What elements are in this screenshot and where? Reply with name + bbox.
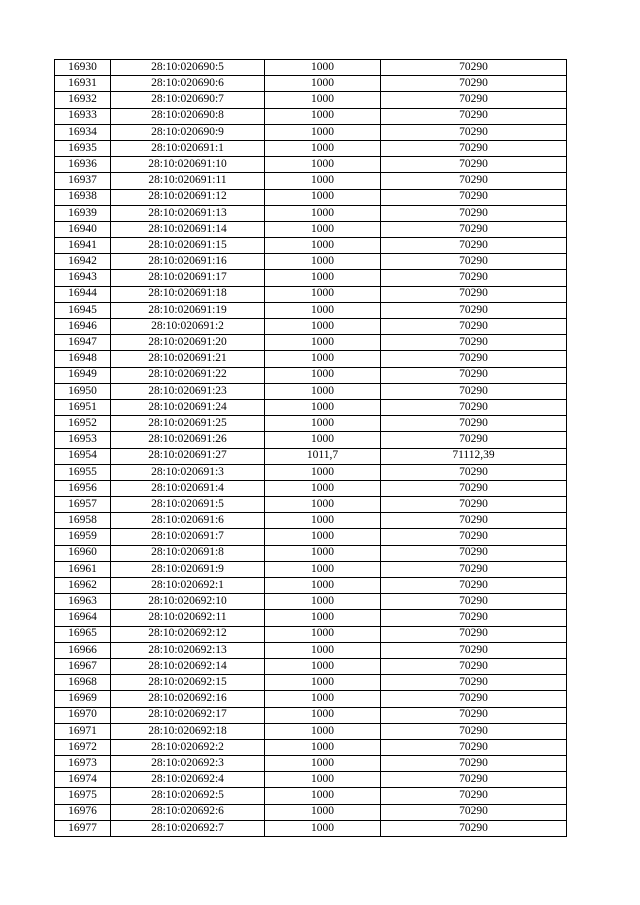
area-cell: 1000 xyxy=(265,351,381,367)
value-cell: 70290 xyxy=(381,140,567,156)
table-row xyxy=(55,351,567,367)
cadastral-number-cell: 28:10:020691:15 xyxy=(111,238,265,254)
row-number-cell: 16959 xyxy=(55,529,111,545)
row-number-cell: 16955 xyxy=(55,464,111,480)
table-row xyxy=(55,270,567,286)
value-cell: 70290 xyxy=(381,124,567,140)
table-row xyxy=(55,464,567,480)
cadastral-number-cell: 28:10:020692:2 xyxy=(111,739,265,755)
value-cell: 70290 xyxy=(381,756,567,772)
cadastral-number-cell: 28:10:020691:13 xyxy=(111,205,265,221)
row-number-cell: 16936 xyxy=(55,157,111,173)
cadastral-number-cell: 28:10:020691:21 xyxy=(111,351,265,367)
table-row xyxy=(55,205,567,221)
table-row xyxy=(55,335,567,351)
area-cell: 1000 xyxy=(265,610,381,626)
value-cell: 70290 xyxy=(381,626,567,642)
cadastral-number-cell: 28:10:020691:10 xyxy=(111,157,265,173)
cadastral-number-cell: 28:10:020691:1 xyxy=(111,140,265,156)
row-number-cell: 16950 xyxy=(55,383,111,399)
table-row xyxy=(55,76,567,92)
row-number-cell: 16942 xyxy=(55,254,111,270)
value-cell: 70290 xyxy=(381,319,567,335)
area-cell: 1000 xyxy=(265,739,381,755)
table-row xyxy=(55,399,567,415)
table-row xyxy=(55,707,567,723)
table-row xyxy=(55,302,567,318)
row-number-cell: 16971 xyxy=(55,723,111,739)
cadastral-number-cell: 28:10:020692:6 xyxy=(111,804,265,820)
value-cell: 70290 xyxy=(381,286,567,302)
cadastral-number-cell: 28:10:020691:22 xyxy=(111,367,265,383)
value-cell: 70290 xyxy=(381,92,567,108)
row-number-cell: 16962 xyxy=(55,578,111,594)
row-number-cell: 16977 xyxy=(55,820,111,836)
value-cell: 70290 xyxy=(381,545,567,561)
cadastral-number-cell: 28:10:020690:8 xyxy=(111,108,265,124)
row-number-cell: 16965 xyxy=(55,626,111,642)
cadastral-number-cell: 28:10:020690:9 xyxy=(111,124,265,140)
table-row xyxy=(55,432,567,448)
cadastral-number-cell: 28:10:020691:4 xyxy=(111,480,265,496)
row-number-cell: 16946 xyxy=(55,319,111,335)
row-number-cell: 16969 xyxy=(55,691,111,707)
table-row xyxy=(55,578,567,594)
cadastral-number-cell: 28:10:020691:12 xyxy=(111,189,265,205)
value-cell: 70290 xyxy=(381,739,567,755)
cadastral-number-cell: 28:10:020690:7 xyxy=(111,92,265,108)
row-number-cell: 16974 xyxy=(55,772,111,788)
row-number-cell: 16973 xyxy=(55,756,111,772)
area-cell: 1000 xyxy=(265,675,381,691)
cadastral-number-cell: 28:10:020691:14 xyxy=(111,221,265,237)
table-row xyxy=(55,626,567,642)
table-row xyxy=(55,254,567,270)
cadastral-number-cell: 28:10:020692:14 xyxy=(111,658,265,674)
table-row xyxy=(55,140,567,156)
row-number-cell: 16949 xyxy=(55,367,111,383)
value-cell: 70290 xyxy=(381,351,567,367)
row-number-cell: 16932 xyxy=(55,92,111,108)
table-row xyxy=(55,642,567,658)
cadastral-number-cell: 28:10:020692:3 xyxy=(111,756,265,772)
area-cell: 1000 xyxy=(265,529,381,545)
row-number-cell: 16968 xyxy=(55,675,111,691)
area-cell: 1011,7 xyxy=(265,448,381,464)
area-cell: 1000 xyxy=(265,124,381,140)
cadastral-number-cell: 28:10:020690:6 xyxy=(111,76,265,92)
value-cell: 70290 xyxy=(381,691,567,707)
value-cell: 70290 xyxy=(381,772,567,788)
row-number-cell: 16940 xyxy=(55,221,111,237)
value-cell: 70290 xyxy=(381,367,567,383)
row-number-cell: 16964 xyxy=(55,610,111,626)
value-cell: 70290 xyxy=(381,675,567,691)
value-cell: 70290 xyxy=(381,578,567,594)
cadastral-number-cell: 28:10:020691:24 xyxy=(111,399,265,415)
area-cell: 1000 xyxy=(265,513,381,529)
cadastral-number-cell: 28:10:020692:5 xyxy=(111,788,265,804)
table-row xyxy=(55,108,567,124)
cadastre-table xyxy=(54,59,567,837)
cadastral-number-cell: 28:10:020690:5 xyxy=(111,60,265,76)
area-cell: 1000 xyxy=(265,545,381,561)
row-number-cell: 16945 xyxy=(55,302,111,318)
area-cell: 1000 xyxy=(265,238,381,254)
cadastral-number-cell: 28:10:020692:16 xyxy=(111,691,265,707)
table-row xyxy=(55,383,567,399)
value-cell: 70290 xyxy=(381,788,567,804)
area-cell: 1000 xyxy=(265,820,381,836)
row-number-cell: 16952 xyxy=(55,416,111,432)
area-cell: 1000 xyxy=(265,286,381,302)
value-cell: 70290 xyxy=(381,820,567,836)
value-cell: 70290 xyxy=(381,76,567,92)
area-cell: 1000 xyxy=(265,772,381,788)
table-row xyxy=(55,124,567,140)
cadastral-number-cell: 28:10:020691:2 xyxy=(111,319,265,335)
row-number-cell: 16931 xyxy=(55,76,111,92)
row-number-cell: 16963 xyxy=(55,594,111,610)
row-number-cell: 16954 xyxy=(55,448,111,464)
table-row xyxy=(55,448,567,464)
table-row xyxy=(55,286,567,302)
value-cell: 71112,39 xyxy=(381,448,567,464)
row-number-cell: 16970 xyxy=(55,707,111,723)
cadastral-number-cell: 28:10:020691:20 xyxy=(111,335,265,351)
row-number-cell: 16933 xyxy=(55,108,111,124)
value-cell: 70290 xyxy=(381,189,567,205)
value-cell: 70290 xyxy=(381,270,567,286)
cadastral-number-cell: 28:10:020691:23 xyxy=(111,383,265,399)
table-row xyxy=(55,610,567,626)
cadastral-number-cell: 28:10:020692:11 xyxy=(111,610,265,626)
row-number-cell: 16941 xyxy=(55,238,111,254)
row-number-cell: 16939 xyxy=(55,205,111,221)
area-cell: 1000 xyxy=(265,108,381,124)
cadastral-number-cell: 28:10:020692:1 xyxy=(111,578,265,594)
table-row xyxy=(55,238,567,254)
cadastral-number-cell: 28:10:020691:9 xyxy=(111,561,265,577)
area-cell: 1000 xyxy=(265,92,381,108)
row-number-cell: 16972 xyxy=(55,739,111,755)
row-number-cell: 16937 xyxy=(55,173,111,189)
area-cell: 1000 xyxy=(265,399,381,415)
value-cell: 70290 xyxy=(381,497,567,513)
table-row xyxy=(55,788,567,804)
area-cell: 1000 xyxy=(265,335,381,351)
cadastral-number-cell: 28:10:020691:25 xyxy=(111,416,265,432)
area-cell: 1000 xyxy=(265,189,381,205)
table-row xyxy=(55,739,567,755)
area-cell: 1000 xyxy=(265,383,381,399)
row-number-cell: 16930 xyxy=(55,60,111,76)
area-cell: 1000 xyxy=(265,804,381,820)
cadastral-number-cell: 28:10:020691:18 xyxy=(111,286,265,302)
table-body xyxy=(55,60,567,837)
value-cell: 70290 xyxy=(381,302,567,318)
cadastral-number-cell: 28:10:020691:16 xyxy=(111,254,265,270)
value-cell: 70290 xyxy=(381,804,567,820)
cadastral-number-cell: 28:10:020691:11 xyxy=(111,173,265,189)
area-cell: 1000 xyxy=(265,480,381,496)
value-cell: 70290 xyxy=(381,238,567,254)
value-cell: 70290 xyxy=(381,157,567,173)
row-number-cell: 16966 xyxy=(55,642,111,658)
table-row xyxy=(55,92,567,108)
cadastral-number-cell: 28:10:020692:7 xyxy=(111,820,265,836)
value-cell: 70290 xyxy=(381,335,567,351)
table-row xyxy=(55,658,567,674)
area-cell: 1000 xyxy=(265,60,381,76)
cadastral-number-cell: 28:10:020691:27 xyxy=(111,448,265,464)
value-cell: 70290 xyxy=(381,610,567,626)
value-cell: 70290 xyxy=(381,561,567,577)
value-cell: 70290 xyxy=(381,513,567,529)
cadastral-number-cell: 28:10:020692:13 xyxy=(111,642,265,658)
area-cell: 1000 xyxy=(265,691,381,707)
row-number-cell: 16956 xyxy=(55,480,111,496)
table-row xyxy=(55,772,567,788)
table-row xyxy=(55,691,567,707)
area-cell: 1000 xyxy=(265,707,381,723)
value-cell: 70290 xyxy=(381,205,567,221)
row-number-cell: 16948 xyxy=(55,351,111,367)
cadastral-number-cell: 28:10:020692:10 xyxy=(111,594,265,610)
value-cell: 70290 xyxy=(381,529,567,545)
area-cell: 1000 xyxy=(265,626,381,642)
value-cell: 70290 xyxy=(381,399,567,415)
area-cell: 1000 xyxy=(265,205,381,221)
area-cell: 1000 xyxy=(265,594,381,610)
area-cell: 1000 xyxy=(265,578,381,594)
area-cell: 1000 xyxy=(265,319,381,335)
value-cell: 70290 xyxy=(381,594,567,610)
table-row xyxy=(55,820,567,836)
cadastral-number-cell: 28:10:020691:3 xyxy=(111,464,265,480)
row-number-cell: 16944 xyxy=(55,286,111,302)
row-number-cell: 16976 xyxy=(55,804,111,820)
row-number-cell: 16943 xyxy=(55,270,111,286)
area-cell: 1000 xyxy=(265,140,381,156)
value-cell: 70290 xyxy=(381,723,567,739)
area-cell: 1000 xyxy=(265,642,381,658)
table-row xyxy=(55,723,567,739)
table-row xyxy=(55,173,567,189)
row-number-cell: 16935 xyxy=(55,140,111,156)
table-row xyxy=(55,480,567,496)
table-row xyxy=(55,60,567,76)
value-cell: 70290 xyxy=(381,416,567,432)
table-row xyxy=(55,756,567,772)
cadastral-number-cell: 28:10:020691:8 xyxy=(111,545,265,561)
row-number-cell: 16934 xyxy=(55,124,111,140)
cadastral-number-cell: 28:10:020691:6 xyxy=(111,513,265,529)
area-cell: 1000 xyxy=(265,254,381,270)
value-cell: 70290 xyxy=(381,480,567,496)
row-number-cell: 16947 xyxy=(55,335,111,351)
area-cell: 1000 xyxy=(265,464,381,480)
value-cell: 70290 xyxy=(381,108,567,124)
table-row xyxy=(55,804,567,820)
cadastral-number-cell: 28:10:020691:5 xyxy=(111,497,265,513)
cadastral-number-cell: 28:10:020692:4 xyxy=(111,772,265,788)
table-row xyxy=(55,157,567,173)
table-row xyxy=(55,416,567,432)
value-cell: 70290 xyxy=(381,432,567,448)
cadastral-number-cell: 28:10:020691:19 xyxy=(111,302,265,318)
area-cell: 1000 xyxy=(265,788,381,804)
area-cell: 1000 xyxy=(265,270,381,286)
table-row xyxy=(55,189,567,205)
area-cell: 1000 xyxy=(265,723,381,739)
cadastral-number-cell: 28:10:020692:15 xyxy=(111,675,265,691)
value-cell: 70290 xyxy=(381,658,567,674)
area-cell: 1000 xyxy=(265,497,381,513)
area-cell: 1000 xyxy=(265,302,381,318)
table-row xyxy=(55,545,567,561)
row-number-cell: 16957 xyxy=(55,497,111,513)
area-cell: 1000 xyxy=(265,416,381,432)
table-row xyxy=(55,529,567,545)
area-cell: 1000 xyxy=(265,173,381,189)
table-row xyxy=(55,367,567,383)
row-number-cell: 16960 xyxy=(55,545,111,561)
value-cell: 70290 xyxy=(381,221,567,237)
row-number-cell: 16967 xyxy=(55,658,111,674)
value-cell: 70290 xyxy=(381,254,567,270)
row-number-cell: 16953 xyxy=(55,432,111,448)
area-cell: 1000 xyxy=(265,367,381,383)
area-cell: 1000 xyxy=(265,561,381,577)
area-cell: 1000 xyxy=(265,157,381,173)
cadastral-number-cell: 28:10:020691:7 xyxy=(111,529,265,545)
table-row xyxy=(55,513,567,529)
row-number-cell: 16975 xyxy=(55,788,111,804)
row-number-cell: 16951 xyxy=(55,399,111,415)
value-cell: 70290 xyxy=(381,173,567,189)
value-cell: 70290 xyxy=(381,383,567,399)
table-row xyxy=(55,675,567,691)
value-cell: 70290 xyxy=(381,707,567,723)
cadastral-number-cell: 28:10:020692:18 xyxy=(111,723,265,739)
table-row xyxy=(55,594,567,610)
area-cell: 1000 xyxy=(265,756,381,772)
value-cell: 70290 xyxy=(381,60,567,76)
cadastral-number-cell: 28:10:020692:17 xyxy=(111,707,265,723)
row-number-cell: 16958 xyxy=(55,513,111,529)
table-row xyxy=(55,221,567,237)
area-cell: 1000 xyxy=(265,221,381,237)
value-cell: 70290 xyxy=(381,642,567,658)
row-number-cell: 16961 xyxy=(55,561,111,577)
area-cell: 1000 xyxy=(265,658,381,674)
value-cell: 70290 xyxy=(381,464,567,480)
table-row xyxy=(55,497,567,513)
table-row xyxy=(55,319,567,335)
area-cell: 1000 xyxy=(265,76,381,92)
cadastral-number-cell: 28:10:020691:26 xyxy=(111,432,265,448)
row-number-cell: 16938 xyxy=(55,189,111,205)
cadastral-number-cell: 28:10:020692:12 xyxy=(111,626,265,642)
table-row xyxy=(55,561,567,577)
cadastral-number-cell: 28:10:020691:17 xyxy=(111,270,265,286)
area-cell: 1000 xyxy=(265,432,381,448)
